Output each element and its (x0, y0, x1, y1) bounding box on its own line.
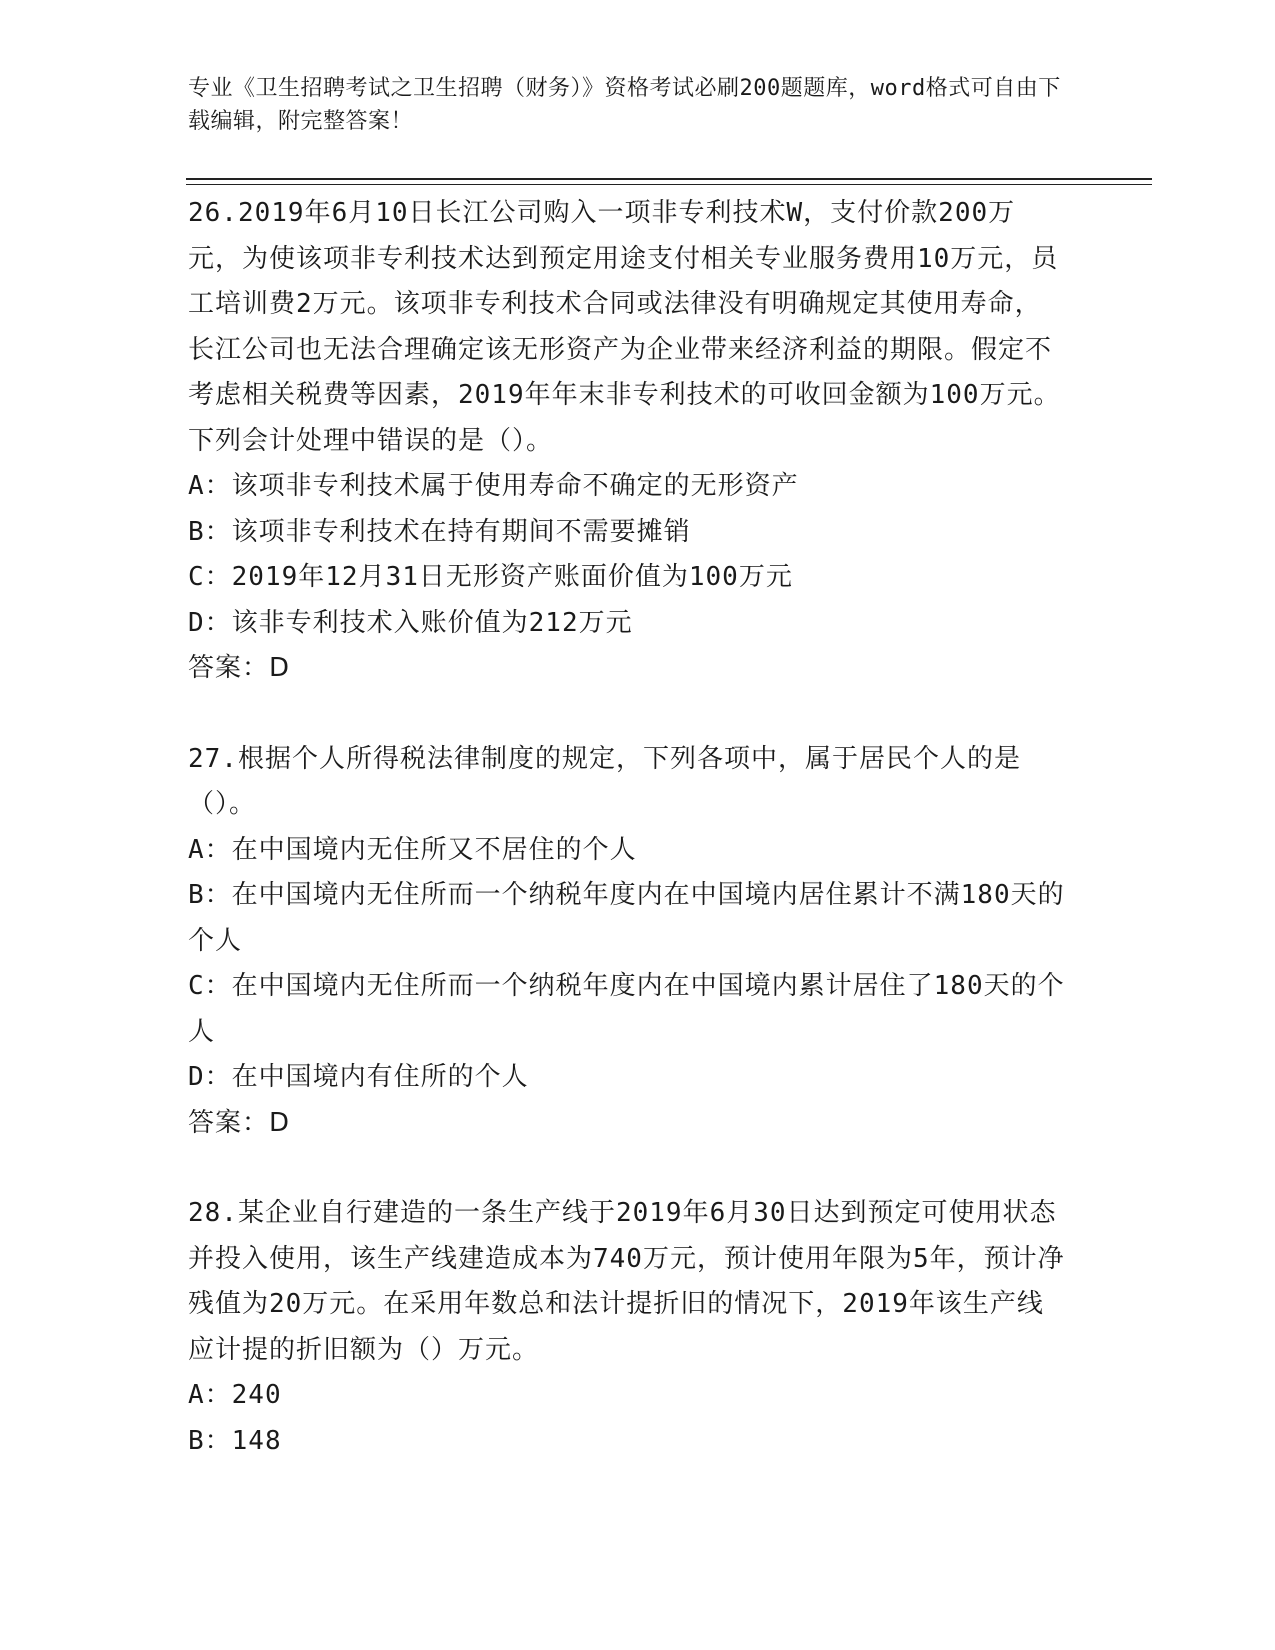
option-c: C：2019年12月31日无形资产账面价值为100万元 (188, 562, 793, 592)
question-stem: 27.根据个人所得税法律制度的规定，下列各项中，属于居民个人的是（）。 (188, 743, 1021, 819)
option-b: B：在中国境内无住所而一个纳税年度内在中国境内居住累计不满180天的个人 (188, 880, 1065, 956)
option-c: C：在中国境内无住所而一个纳税年度内在中国境内累计居住了180天的个人 (188, 971, 1065, 1047)
header-divider (186, 178, 1152, 180)
option-d: D：在中国境内有住所的个人 (188, 1062, 529, 1092)
question-stem: 26.2019年6月10日长江公司购入一项非专利技术W，支付价款200万元，为使该项非专利技术达到预定用途支付相关专业服务费用10万元，员工培训费2万元。该项非专利技术合同或法律没有明确规定其使用寿命，长江公司也无法合理确定该无形资产为企业带来经济利益的期限。假定不考虑相关税费等因素，2019年年末非专利技术的可收回金额为100万元。下列会计处理中错误的是（）。 (188, 198, 1061, 456)
option-b: B：148 (188, 1425, 282, 1456)
page-header: 专业《卫生招聘考试之卫生招聘（财务）》资格考试必刷200题题库，word格式可自由下载编辑，附完整答案！ (188, 76, 1061, 134)
option-a: A：在中国境内无住所又不居住的个人 (188, 834, 637, 865)
header-divider-thin (186, 184, 1152, 185)
question-stem: 28.某企业自行建造的一条生产线于2019年6月30日达到预定可使用状态并投入使用，该生产线建造成本为740万元，预计使用年限为5年，预计净残值为20万元。在采用年数总和法计提折旧的情况下，2019年该生产线应计提的折旧额为（）万元。 (188, 1198, 1065, 1365)
option-a: A：240 (188, 1380, 282, 1410)
question-28 (188, 1191, 1068, 1464)
question-27 (188, 737, 1068, 1147)
question-26 (188, 191, 1068, 692)
answer: 答案：D (188, 1107, 291, 1138)
answer: 答案：D (188, 653, 291, 683)
option-b: B：该项非专利技术在持有期间不需要摊销 (188, 516, 691, 547)
option-d: D：该非专利技术入账价值为212万元 (188, 607, 633, 638)
question-list (188, 191, 1068, 1464)
option-a: A：该项非专利技术属于使用寿命不确定的无形资产 (188, 471, 799, 501)
spacer (188, 1146, 1068, 1191)
spacer (188, 692, 1068, 737)
